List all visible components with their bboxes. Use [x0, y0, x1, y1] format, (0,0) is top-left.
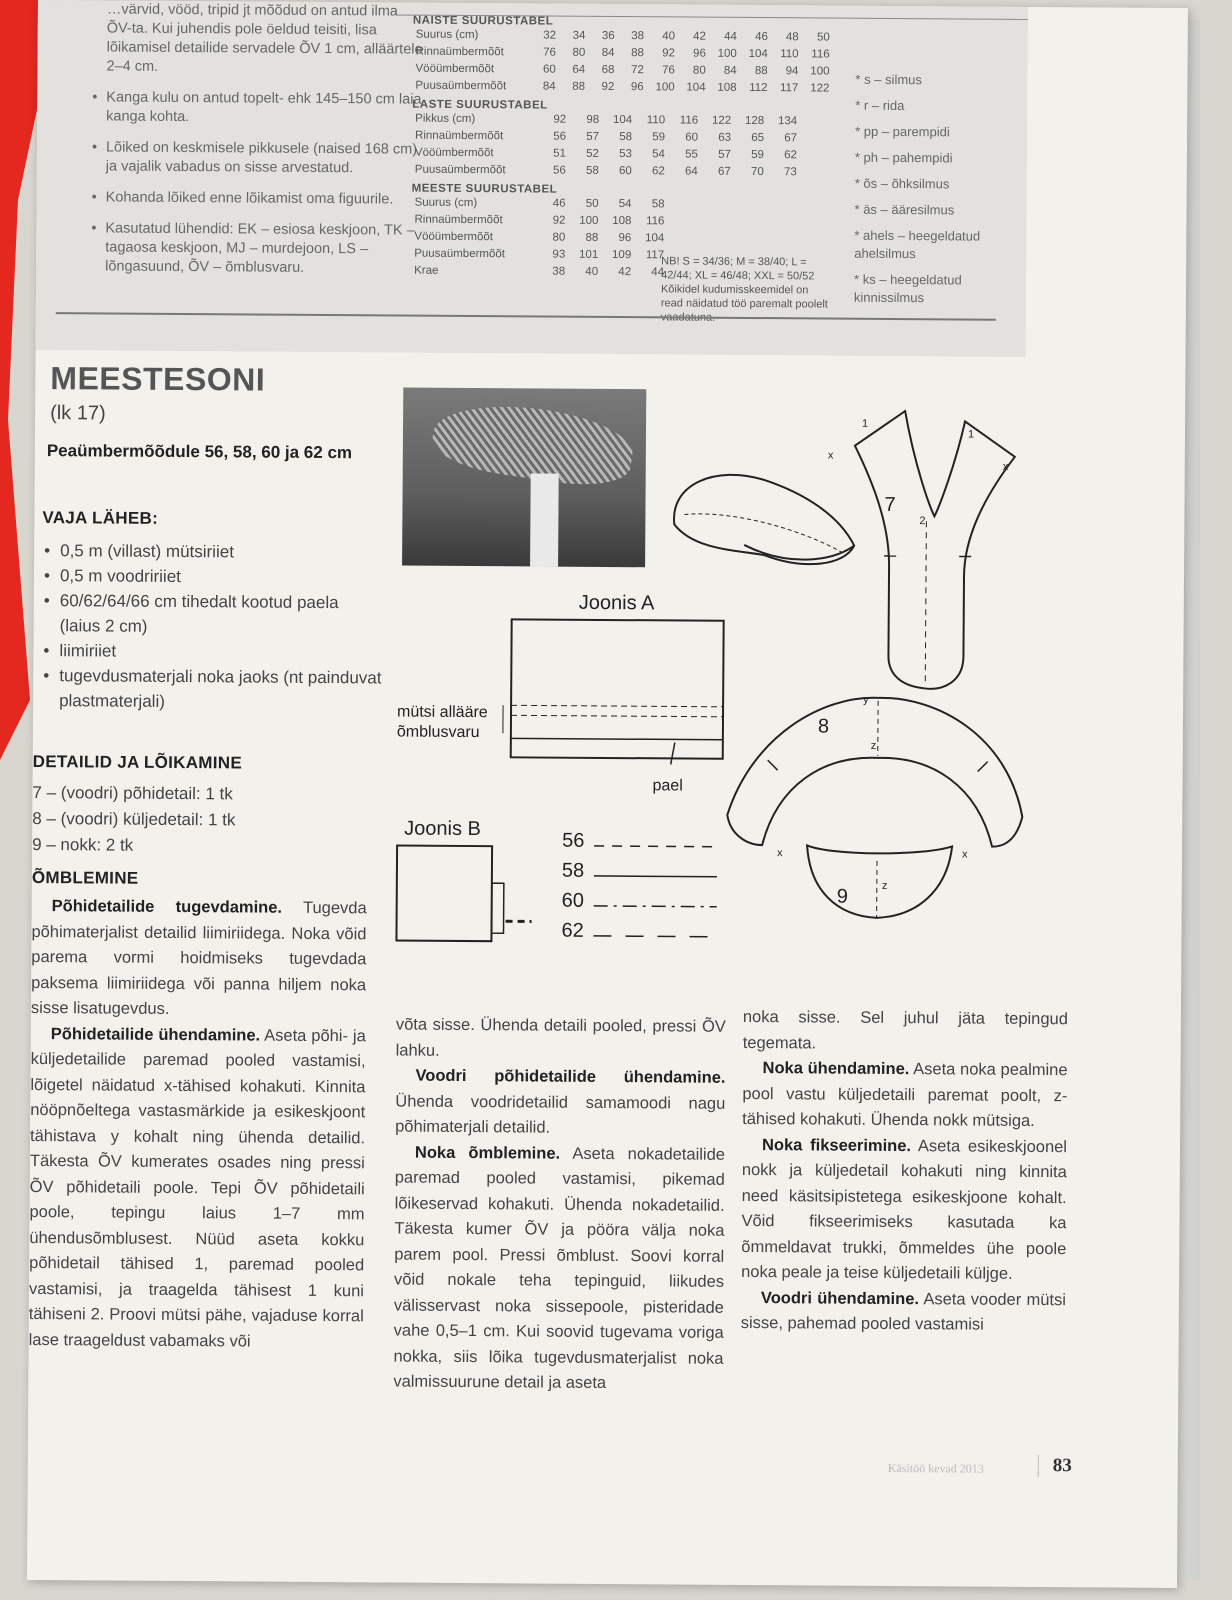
table-cell: 38 — [631, 30, 645, 43]
table-title: LASTE SUURUSTABEL — [412, 98, 548, 112]
paragraph — [741, 1285, 1066, 1338]
footer-separator — [1038, 1455, 1039, 1477]
page-number: 83 — [1052, 1455, 1072, 1477]
mark-y: y — [863, 693, 869, 706]
row-label: Suurus (cm) — [414, 196, 478, 210]
legend-item: * ahels – heegeldatud ahelsilmus — [854, 227, 981, 262]
table-cell: 32 — [543, 29, 557, 42]
table-cell: 60 — [618, 165, 632, 178]
legend-item: * ph – pahempidi — [854, 149, 953, 166]
table-cell: 46 — [755, 31, 768, 44]
table-cell: 51 — [553, 147, 566, 160]
table-cell: 128 — [744, 114, 765, 128]
paragraph — [393, 1140, 725, 1397]
mark-2: 2 — [919, 515, 926, 528]
paragraph — [396, 1013, 726, 1066]
table-cell: 60 — [685, 131, 699, 144]
table-cell: 53 — [619, 148, 632, 161]
row-label: Suurus (cm) — [415, 28, 479, 42]
mark-x-8-left: x — [777, 847, 783, 860]
paragraph-text: Aseta põhi- ja küljedetailide paremad pooled vastamisi, lõigetel näidatud x-tähised kohakuti. Kinnita nööpnõeltega vastasmärkide ja esikeskjoont tähistava y kohalt ning ühenda detailid. Täkesta ÕV kumerates osades ning pressi ÕV põhidetaili poole. Tepi ÕV põhidetaili poole, tepingu laius 1–7 mm ühendusõmblusest. Nüüd aseta kokku põhidetail tähised 1, paremad pooled vastamisi, ja traagelda tähisest 1 kuni tähiseni 2. Proovi mütsi pähe, vajaduse korral lase traageldust vabamaks või — [28, 1026, 366, 1351]
paragraph-heading: Noka õmblemine. — [414, 1143, 561, 1163]
table-cell: 58 — [585, 164, 599, 177]
table-cell: 50 — [816, 31, 830, 44]
mark-x-8-right: x — [962, 848, 968, 861]
table-cell: 104 — [645, 232, 665, 245]
materials-heading: VAJA LÄHEB: — [42, 508, 159, 528]
text-column-1 — [29, 894, 367, 1355]
table-cell: 101 — [579, 248, 599, 261]
table-cell: 104 — [612, 114, 633, 127]
mark-1-left: 1 — [862, 417, 869, 430]
size-key-label: 58 — [561, 859, 585, 882]
table-cell: 88 — [631, 47, 644, 60]
paragraph-heading: Noka ühendamine. — [762, 1059, 910, 1079]
article-title: MEESTESONI — [50, 360, 266, 398]
table-cell: 104 — [748, 47, 768, 61]
intro-note: • Kohanda lõiked enne lõikamist oma figuurile. — [92, 188, 422, 209]
legend-item: * r – rida — [855, 97, 905, 114]
table-cell: 34 — [572, 29, 586, 42]
row-label: Rinnaümbermõõt — [415, 45, 504, 59]
table-cell: 96 — [618, 232, 632, 245]
table-cell: 56 — [552, 164, 566, 177]
paragraph-text: Ühenda voodridetailid samamoodi nagu põhimaterjali detailid. — [395, 1092, 726, 1137]
size-table — [411, 195, 668, 282]
row-label: Vööümbermõõt — [415, 62, 495, 76]
table-cell: 54 — [652, 148, 665, 161]
pattern-piece-7 — [833, 406, 1035, 697]
table-row — [412, 162, 800, 182]
table-cell: 62 — [651, 165, 665, 178]
table-cell: 56 — [553, 130, 567, 143]
table-row — [412, 78, 832, 98]
table-cell: 116 — [811, 48, 830, 61]
tape-label: pael — [652, 777, 683, 795]
table-title: MEESTE SUURUSTABEL — [411, 182, 558, 196]
row-label: Puusaümbermõõt — [414, 247, 506, 261]
mark-z-bottom: z — [881, 879, 888, 892]
text-column-2 — [393, 1013, 726, 1398]
table-cell: 112 — [749, 81, 768, 95]
details-heading: DETAILID JA LÕIKAMINE — [32, 751, 243, 773]
table-cell: 116 — [679, 114, 699, 127]
piece-8-number: 8 — [817, 715, 830, 738]
paragraph — [31, 894, 367, 1024]
pattern-piece-8-9 — [721, 695, 1033, 937]
intro-notes — [91, 0, 423, 290]
table-cell: 55 — [685, 148, 698, 161]
table-cell: 92 — [601, 80, 615, 94]
table-cell: 116 — [646, 215, 665, 228]
table-cell: 59 — [652, 131, 666, 144]
size-table — [412, 111, 800, 182]
mark-x-left: x — [827, 449, 834, 462]
materials-list — [43, 538, 384, 715]
page-reference: (lk 17) — [50, 402, 106, 425]
table-cell: 73 — [783, 166, 797, 179]
sizes-line: Peaümbermõõdule 56, 58, 60 ja 62 cm — [46, 441, 353, 463]
table-cell: 92 — [552, 214, 566, 227]
table-cell: 62 — [784, 149, 797, 162]
paragraph — [743, 1005, 1068, 1058]
table-cell: 72 — [630, 64, 644, 77]
table-cell: 134 — [777, 115, 798, 128]
legend-item: * äs – ääresilmus — [854, 201, 955, 218]
table-cell: 50 — [585, 197, 599, 210]
piece-9-number: 9 — [836, 885, 848, 908]
table-cell: 59 — [751, 148, 764, 162]
abbreviation-legend — [854, 71, 1016, 316]
table-cell: 122 — [810, 82, 830, 95]
row-label: Vööümbermõõt — [414, 230, 494, 244]
table-row — [411, 212, 667, 231]
table-cell: 96 — [693, 47, 706, 60]
table-cell: 67 — [784, 132, 798, 145]
table-cell: 64 — [572, 63, 586, 76]
table-cell: 40 — [662, 30, 676, 43]
table-cell: 88 — [572, 80, 586, 93]
row-label: Krae — [414, 264, 439, 277]
table-cell: 108 — [612, 215, 632, 228]
nb-note: NB! S = 34/36; M = 38/40; L = 42/44; XL = 46/48; XXL = 50/52 Kõikidel kudumisskeemidel on read näidatud töö paremalt poolelt — [660, 255, 828, 311]
table-cell: 122 — [711, 114, 732, 127]
cap-photo — [402, 388, 646, 568]
intro-note: • Lõiked on keskmisele pikkusele (naised 168 cm) ja vajalik vabadus on sisse arvestatud. — [92, 138, 422, 178]
table-cell: 92 — [553, 113, 567, 126]
mark-z-top: z — [870, 739, 877, 752]
paragraph — [742, 1056, 1068, 1135]
table-cell: 84 — [723, 64, 737, 77]
table-cell: 38 — [552, 265, 566, 278]
table-cell: 93 — [552, 248, 566, 261]
table-cell: 117 — [645, 249, 665, 262]
table-cell: 42 — [618, 266, 632, 279]
magazine-page — [27, 0, 1188, 1588]
figure-b-diagram — [391, 840, 542, 951]
table-cell: 76 — [661, 64, 675, 77]
size-line-key — [561, 826, 584, 946]
table-cell: 57 — [718, 148, 731, 161]
intro-note: • Kasutatud lühendid: EK – esiosa keskjoon, TK – tagaosa keskjoon, MJ – murdejoon, LS – lõngasuund, ÕV – õmblusvaru. — [91, 219, 421, 278]
detail-item: 7 – (voodri) põhidetail: 1 tk — [32, 782, 233, 804]
figure-a-title: Joonis A — [578, 591, 655, 615]
figure-a-diagram — [393, 612, 754, 785]
table-cell: 57 — [586, 130, 600, 143]
table-cell: 108 — [717, 81, 737, 94]
row-label: Puusaümbermõõt — [415, 79, 507, 93]
table-cell: 92 — [662, 47, 675, 60]
paragraph-heading: Noka fikseerimine. — [761, 1135, 912, 1155]
paragraph — [741, 1132, 1067, 1287]
legend-item: * s – silmus — [855, 71, 922, 88]
details-list — [32, 780, 373, 860]
magazine-name: Käsitöö kevad 2013 — [887, 1460, 984, 1476]
material-item: • 0,5 m voodririiet — [44, 563, 384, 590]
paragraph-text: Aseta vooder mütsi sisse, pahemad pooled vastamisi — [740, 1289, 1066, 1334]
table-cell: 94 — [785, 65, 799, 78]
paragraph-heading: Põhidetailide tugevdamine. — [51, 897, 283, 917]
table-row — [411, 263, 667, 282]
table-cell: 88 — [754, 65, 768, 78]
legend-item: * ks – heegeldatud kinnissilmus — [853, 271, 962, 306]
table-cell: 44 — [651, 266, 665, 279]
paragraph-text: Tugevda põhimaterjalist detailid liimiriidega. Noka võid parema vormi hoidmiseks tugevdada paksema liimiriidega või panna hiljem noka sisse lisatugevdus. — [30, 898, 367, 1018]
table-cell: 80 — [692, 64, 706, 77]
table-cell: 65 — [751, 131, 765, 145]
table-cell: 100 — [717, 47, 737, 60]
size-key-label: 60 — [561, 889, 585, 912]
table-cell: 64 — [684, 165, 698, 178]
table-cell: 42 — [693, 30, 707, 43]
paragraph-text: Aseta esikeskjoonel nokk ja küljedetail kohakuti ning kinnita need käsitsipistetega esikeskjoone kohalt. Võid fikseerimiseks kasutada ka õmmeldavat trukki, õmmeldes ühe poole noka peale ja teise küljedetaili küljge. — [741, 1136, 1068, 1283]
table-cell: 36 — [601, 29, 615, 43]
row-label: Puusaümbermõõt — [414, 163, 506, 177]
figure-b-title: Joonis B — [404, 817, 482, 841]
paragraph-heading: Voodri ühendamine. — [760, 1288, 920, 1308]
table-cell: 109 — [612, 249, 632, 262]
detail-item: 8 – (voodri) küljedetail: 1 tk — [32, 808, 236, 830]
size-table — [412, 27, 832, 98]
paragraph-text: võta sisse. Ühenda detaili pooled, pressi ÕV lahku. — [395, 1015, 726, 1060]
intro-note: …värvid, vööd, tripid jt mõõdud on antud ilma ÕV-ta. Kui juhendis pole öeldud teisiti, lisa lõikamisel detailide servadele ÕV 1 cm, alläärtele 2–4 cm. — [106, 1, 423, 75]
material-item: • 0,5 m (villast) mütsiriiet — [44, 538, 384, 565]
mark-1-right: 1 — [967, 428, 975, 441]
table-cell: 67 — [717, 165, 731, 178]
material-item: • tugevdusmaterjali noka jaoks (nt painduvat plastmaterjali) — [43, 663, 383, 715]
table-cell: 76 — [543, 46, 556, 59]
paragraph-heading: Põhidetailide ühendamine. — [50, 1024, 261, 1045]
table-cell: 40 — [585, 265, 599, 278]
table-row — [412, 195, 668, 214]
size-line-styles — [591, 834, 722, 955]
table-row — [411, 229, 667, 248]
paragraph-text: Aseta nokadetailide paremad pooled vastamisi, pikemad lõikeservad kohakuti. Ühenda nokadetailid. Täkesta kumer ÕV ja pööra välja noka parem pool. Pressi õmblust. Soovi korral võid nokale teha tepinguid, liikudes välisservast noka sissepoole, pisteridade vahe 0,5–1 cm. Kui soovid tugevama voriga nokka, siis lõika tugevdusmaterjalist noka valmissuurune detail ja aseta — [393, 1144, 726, 1392]
table-cell: 48 — [785, 31, 799, 44]
row-label: Vööümbermõõt — [414, 146, 494, 160]
table-cell: 117 — [779, 82, 799, 95]
table-cell: 68 — [601, 63, 615, 77]
table-cell: 54 — [618, 198, 632, 211]
material-item: • liimiriiet — [43, 638, 383, 665]
table-cell: 96 — [630, 81, 644, 94]
table-cell: 100 — [579, 214, 599, 227]
table-cell: 52 — [586, 147, 599, 160]
row-label: Rinnaümbermõõt — [414, 213, 503, 227]
table-cell: 58 — [619, 131, 633, 144]
table-cell: 60 — [542, 63, 556, 76]
cap-stand — [530, 473, 559, 567]
intro-note: • Kanga kulu on antud topelt- ehk 145–150 cm laia kanga kohta. — [92, 88, 422, 128]
size-key-label: 62 — [561, 919, 584, 942]
row-label: Pikkus (cm) — [415, 112, 476, 126]
table-cell: 110 — [646, 114, 666, 127]
hem-allowance-label: mütsi alläärе õmblusvaru — [396, 703, 488, 742]
legend-item: * õs – õhksilmus — [854, 175, 950, 192]
paragraph-text: Aseta noka pealmine pool vastu küljedetaili paremat poolt, z-tähised kohakuti. Ühenda nokk mütsiga. — [742, 1060, 1068, 1130]
paragraph — [395, 1064, 726, 1143]
material-item: • 60/62/64/66 cm tihedalt kootud paela (laius 2 cm) — [44, 588, 384, 640]
table-title: NAISTE SUURUSTABEL — [412, 14, 554, 28]
table-cell: 88 — [585, 231, 599, 244]
table-cell: 63 — [718, 131, 732, 144]
table-cell: 98 — [586, 113, 600, 126]
piece-7-number: 7 — [884, 493, 896, 516]
row-label: Rinnaümbermõõt — [415, 129, 504, 143]
table-row — [411, 246, 667, 265]
table-cell: 70 — [750, 165, 764, 179]
sewing-heading: ÕMBLEMINE — [31, 867, 139, 888]
text-column-3 — [741, 1005, 1068, 1339]
mark-x-right: x — [1002, 460, 1009, 473]
table-cell: 44 — [724, 30, 737, 43]
table-cell: 110 — [780, 48, 799, 61]
table-cell: 84 — [542, 80, 556, 93]
table-cell: 84 — [601, 46, 615, 60]
table-cell: 100 — [810, 65, 830, 78]
table-cell: 58 — [651, 198, 665, 211]
size-key-label: 56 — [562, 829, 585, 852]
paragraph-text: noka sisse. Sel juhul jäta tepingud tegemata. — [742, 1007, 1068, 1052]
paragraph — [29, 1021, 366, 1355]
table-cell: 80 — [552, 231, 566, 244]
table-cell: 104 — [686, 81, 706, 94]
paragraph-heading: Voodri põhidetailide ühendamine. — [415, 1066, 726, 1087]
table-cell: 80 — [572, 46, 586, 59]
legend-item: * pp – parempidi — [855, 123, 950, 140]
table-cell: 46 — [552, 197, 566, 210]
size-tables — [411, 11, 833, 283]
table-cell: 100 — [655, 81, 675, 94]
detail-item: 9 – nokk: 2 tk — [32, 834, 134, 855]
